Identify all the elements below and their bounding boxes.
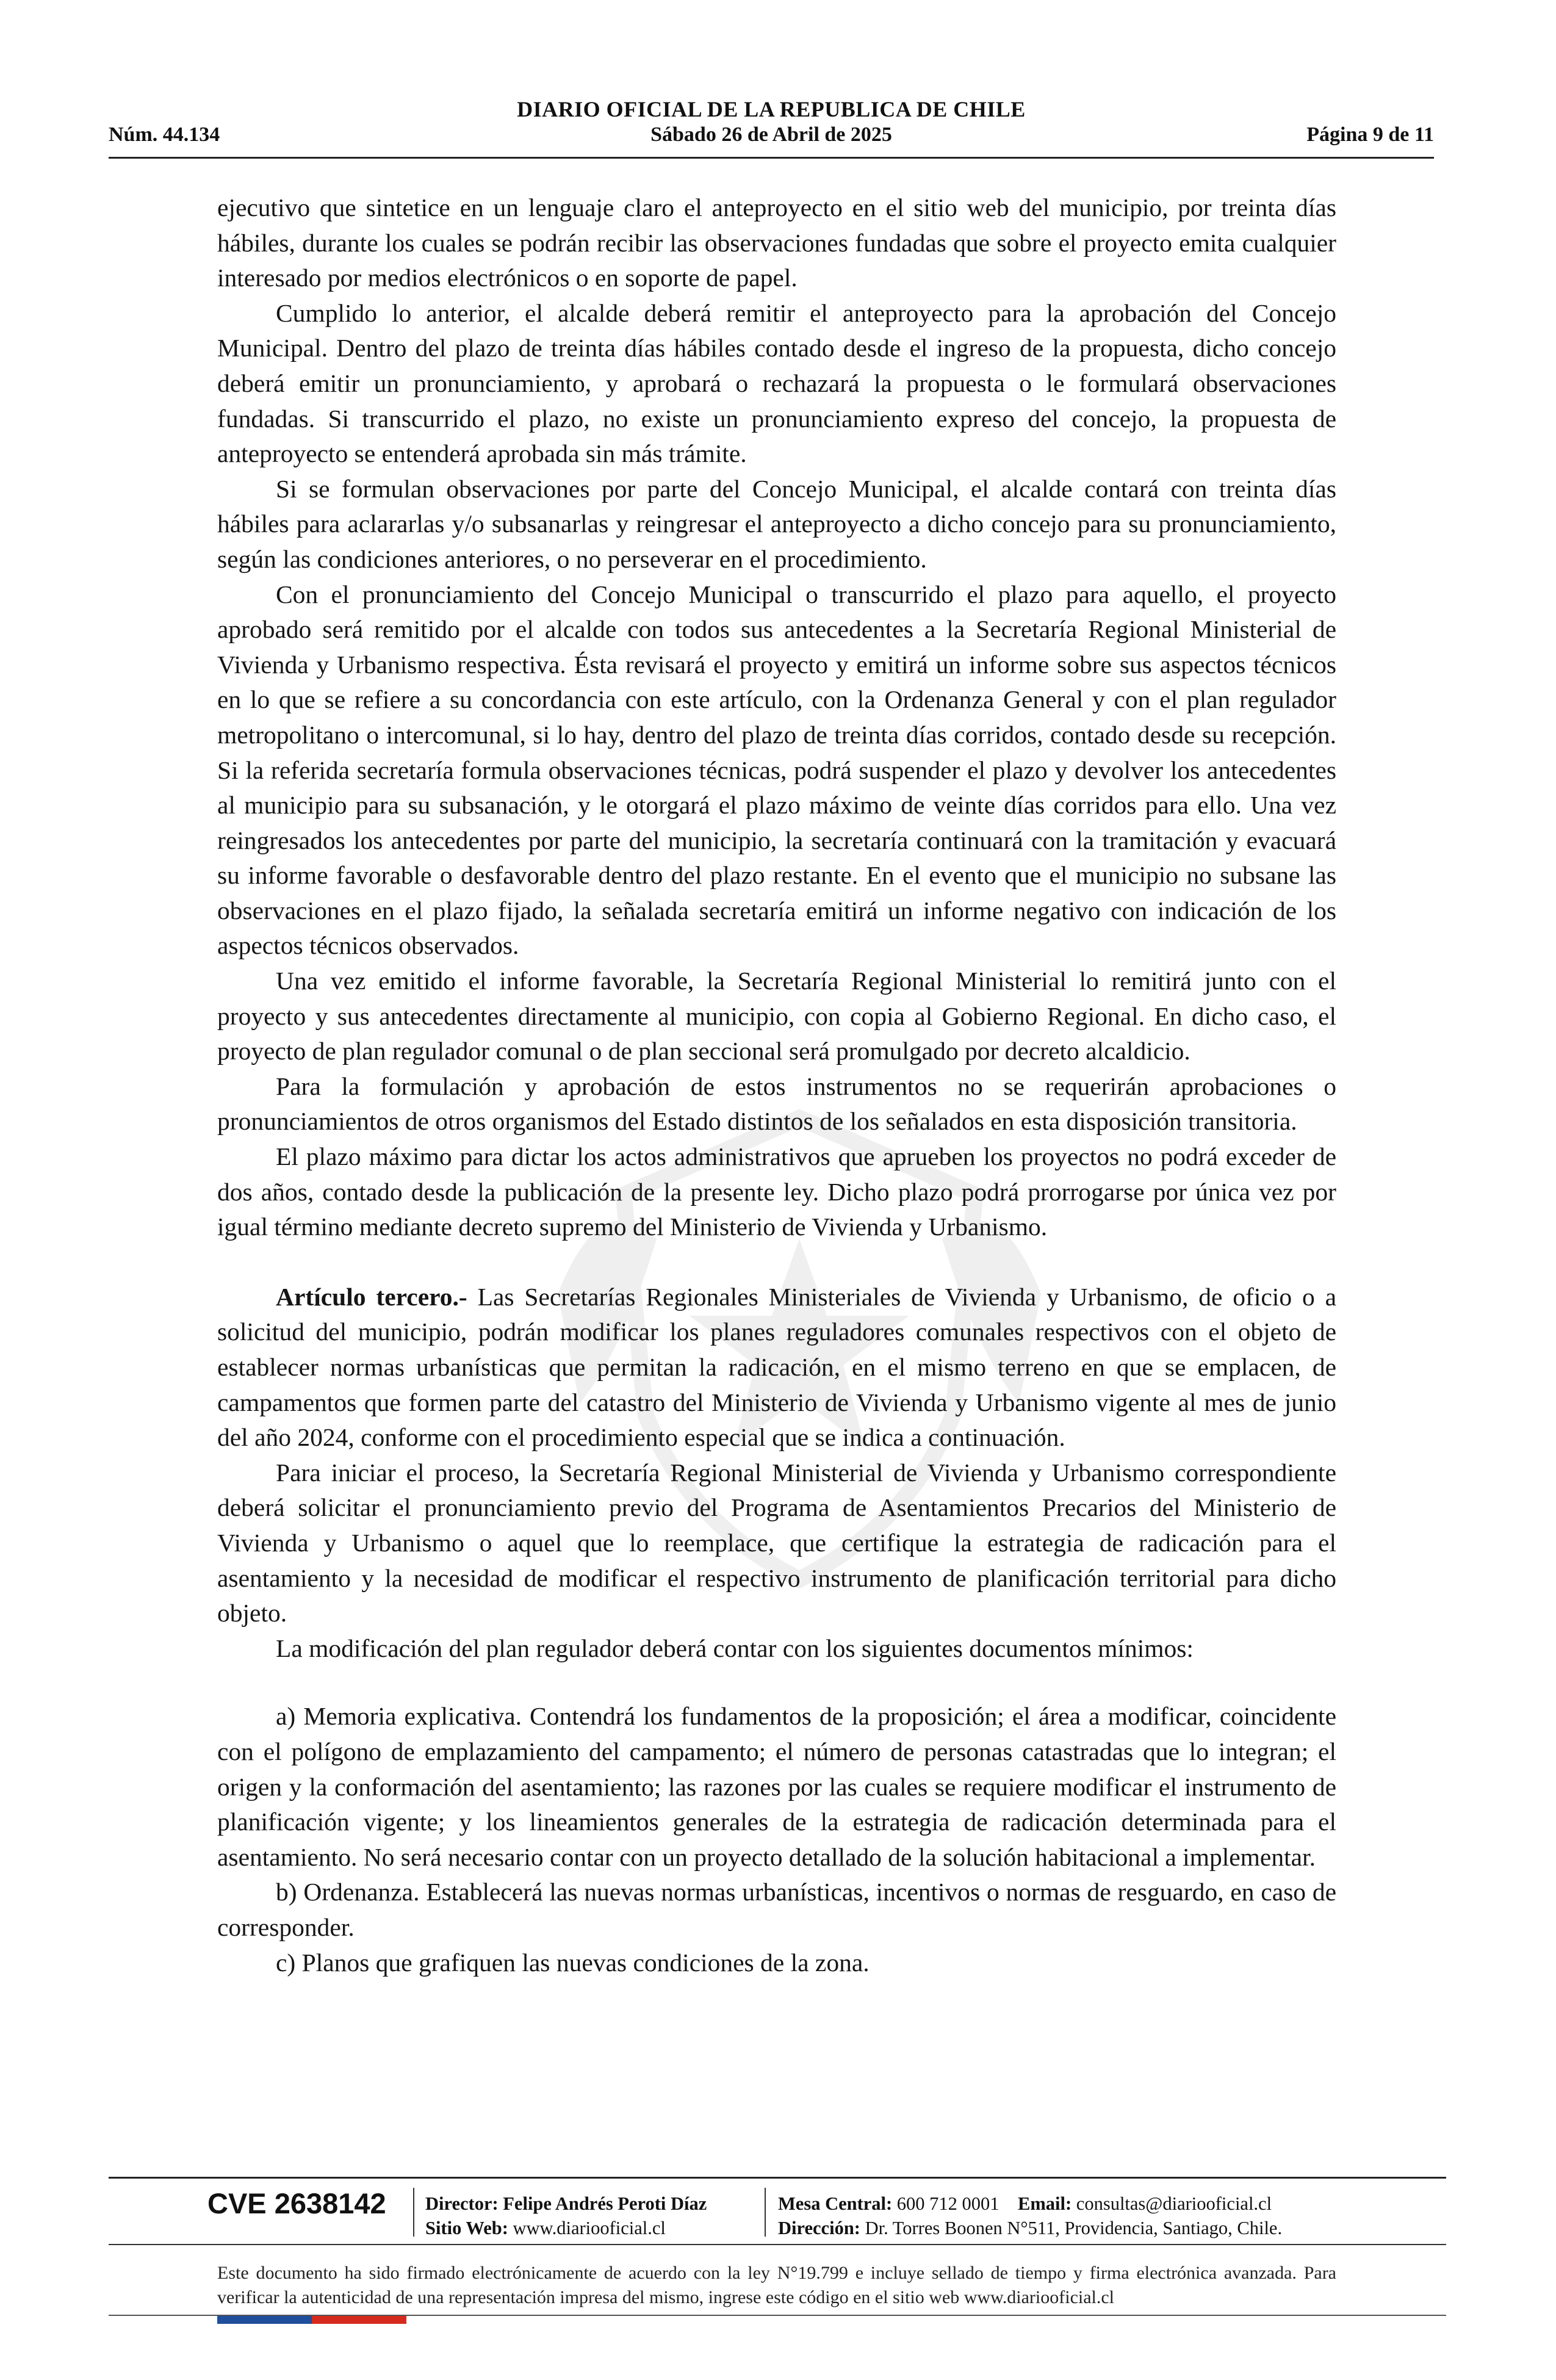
- header-divider: [109, 157, 1434, 159]
- flag-stripe-red: [312, 2316, 406, 2324]
- footer-contact-block: [778, 2191, 1282, 2240]
- cve-code: CVE 2638142: [207, 2187, 386, 2220]
- issue-number: Núm. 44.134: [109, 123, 220, 146]
- email-link[interactable]: consultas@diariooficial.cl: [1076, 2193, 1272, 2214]
- director-label: Director:: [425, 2193, 499, 2214]
- list-item-b: b) Ordenanza. Establecerá las nuevas normas urbanísticas, incentivos o normas de resguardo, en caso de corresponder.: [217, 1878, 1336, 1941]
- article-heading: Artículo tercero.-: [276, 1282, 467, 1311]
- signature-note: Este documento ha sido firmado electrónicamente de acuerdo con la ley N°19.799 e incluye sellado de tiempo y firma electrónica avanzada. Para verificar la autenticidad de una representación impresa del mismo, ingrese este código en el sitio web www.diariooficial.cl: [217, 2263, 1336, 2307]
- page-number: Página 9 de 11: [1306, 123, 1434, 146]
- paragraph: Si se formulan observaciones por parte del Concejo Municipal, el alcalde contará con treinta días hábiles para aclararlas y/o subsanarlas y reingresar el anteproyecto a dicho concejo para su pronunciamiento, según las condiciones anteriores, o no perseverar en el procedimiento.: [217, 474, 1336, 573]
- footer-separator: [765, 2188, 766, 2237]
- address-label: Dirección:: [778, 2218, 860, 2238]
- publication-date: Sábado 26 de Abril de 2025: [650, 123, 892, 146]
- article-text: Las Secretarías Regionales Ministeriales de Vivienda y Urbanismo, de oficio o a solicitud del municipio, podrán modificar los planes reguladores comunales respectivos con el objeto de establecer normas urbanísticas que permitan la radicación, en el mismo terreno en que se emplacen, de campamentos que formen parte del catastro del Ministerio de Vivienda y Urbanismo vigente al mes de junio del año 2024, conforme con el procedimiento especial que se indica a continuación.: [217, 1282, 1336, 1452]
- article-third-paragraph: [217, 1280, 1336, 1455]
- footer-middle-divider: [109, 2244, 1446, 2245]
- paragraph: Cumplido lo anterior, el alcalde deberá remitir el anteproyecto para la aprobación del Concejo Municipal. Dentro del plazo de treinta días hábiles contado desde el ingreso de la propuesta, dicho concejo deberá emitir un pronunciamiento, y aprobará o rechazará la propuesta o le formulará observaciones fundadas. Si transcurrido el plazo, no existe un pronunciamiento expreso del concejo, la propuesta de anteproyecto se entenderá aprobada sin más trámite.: [217, 298, 1336, 468]
- mesa-phone: 600 712 0001: [896, 2193, 1000, 2214]
- web-label: Sitio Web:: [425, 2218, 508, 2238]
- footer-director-block: [425, 2191, 707, 2240]
- list-item-a: a) Memoria explicativa. Contendrá los fundamentos de la proposición; el área a modificar, coincidente con el polígono de emplazamiento del campamento; el número de personas catastradas que lo integran; el origen y la conformación del asentamiento; las razones por las cuales se requiere modificar el instrumento de planificación vigente; y los lineamientos generales de la estrategia de radicación determinada para el asentamiento. No será necesario contar con un proyecto detallado de la solución habitacional a implementar.: [217, 1702, 1336, 1871]
- paragraph: Una vez emitido el informe favorable, la Secretaría Regional Ministerial lo remitirá junto con el proyecto y sus antecedentes directamente al municipio, con copia al Gobierno Regional. En dicho caso, el proyecto de plan regulador comunal o de plan seccional será promulgado por decreto alcaldicio.: [217, 967, 1336, 1066]
- director-name: Felipe Andrés Peroti Díaz: [503, 2193, 707, 2214]
- publication-title: DIARIO OFICIAL DE LA REPUBLICA DE CHILE: [517, 97, 1026, 121]
- page-header: [109, 93, 1434, 154]
- paragraph: Con el pronunciamiento del Concejo Municipal o transcurrido el plazo para aquello, el proyecto aprobado será remitido por el alcalde con todos sus antecedentes a la Secretaría Regional Ministerial de Vivienda y Urbanismo respectiva. Ésta revisará el proyecto y emitirá un informe sobre sus aspectos técnicos en lo que se refiere a su concordancia con este artículo, con la Ordenanza General y con el plan regulador metropolitano o intercomunal, si lo hay, dentro del plazo de treinta días corridos, contado desde su recepción. Si la referida secretaría formula observaciones técnicas, podrá suspender el plazo y devolver los antecedentes al municipio para su subsanación, y le otorgará el plazo máximo de veinte días corridos para ello. Una vez reingresados los antecedentes por parte del municipio, la secretaría continuará con la tramitación y evacuará su informe favorable o desfavorable dentro del plazo restante. En el evento que el municipio no subsane las observaciones en el plazo fijado, la señalada secretaría emitirá un informe negativo con indicación de los aspectos técnicos observados.: [217, 580, 1336, 960]
- address-value: Dr. Torres Boonen N°511, Providencia, Santiago, Chile.: [865, 2218, 1283, 2238]
- paragraph: El plazo máximo para dictar los actos administrativos que aprueben los proyectos no podrá exceder de dos años, contado desde la publicación de la presente ley. Dicho plazo podrá prorrogarse por única vez por igual término mediante decreto supremo del Ministerio de Vivienda y Urbanismo.: [217, 1142, 1336, 1241]
- document-body: [217, 190, 1336, 1980]
- list-item-c: c) Planos que grafiquen las nuevas condiciones de la zona.: [276, 1948, 870, 1977]
- paragraph: ejecutivo que sintetice en un lenguaje claro el anteproyecto en el sitio web del municipio, por treinta días hábiles, durante los cuales se podrán recibir las observaciones fundadas que sobre el proyecto emita cualquier interesado por medios electrónicos o en soporte de papel.: [217, 193, 1336, 292]
- footer-separator: [413, 2188, 414, 2237]
- paragraph: Para la formulación y aprobación de estos instrumentos no se requerirán aprobaciones o pronunciamientos de otros organismos del Estado distintos de los señalados en esta disposición transitoria.: [217, 1072, 1336, 1136]
- flag-stripe: [217, 2316, 406, 2324]
- web-link[interactable]: www.diariooficial.cl: [513, 2218, 666, 2238]
- paragraph: La modificación del plan regulador deberá contar con los siguientes documentos mínimos:: [276, 1634, 1194, 1662]
- flag-stripe-blue: [217, 2316, 312, 2324]
- footer-top-divider: [109, 2177, 1446, 2179]
- email-label: Email:: [1018, 2193, 1072, 2214]
- mesa-label: Mesa Central:: [778, 2193, 893, 2214]
- paragraph: Para iniciar el proceso, la Secretaría Regional Ministerial de Vivienda y Urbanismo correspondiente deberá solicitar el pronunciamiento previo del Programa de Asentamientos Precarios del Ministerio de Vivienda y Urbanismo o aquel que lo reemplace, que certifique la estrategia de radicación para el asentamiento y la necesidad de modificar el respectivo instrumento de planificación territorial para dicho objeto.: [217, 1458, 1336, 1628]
